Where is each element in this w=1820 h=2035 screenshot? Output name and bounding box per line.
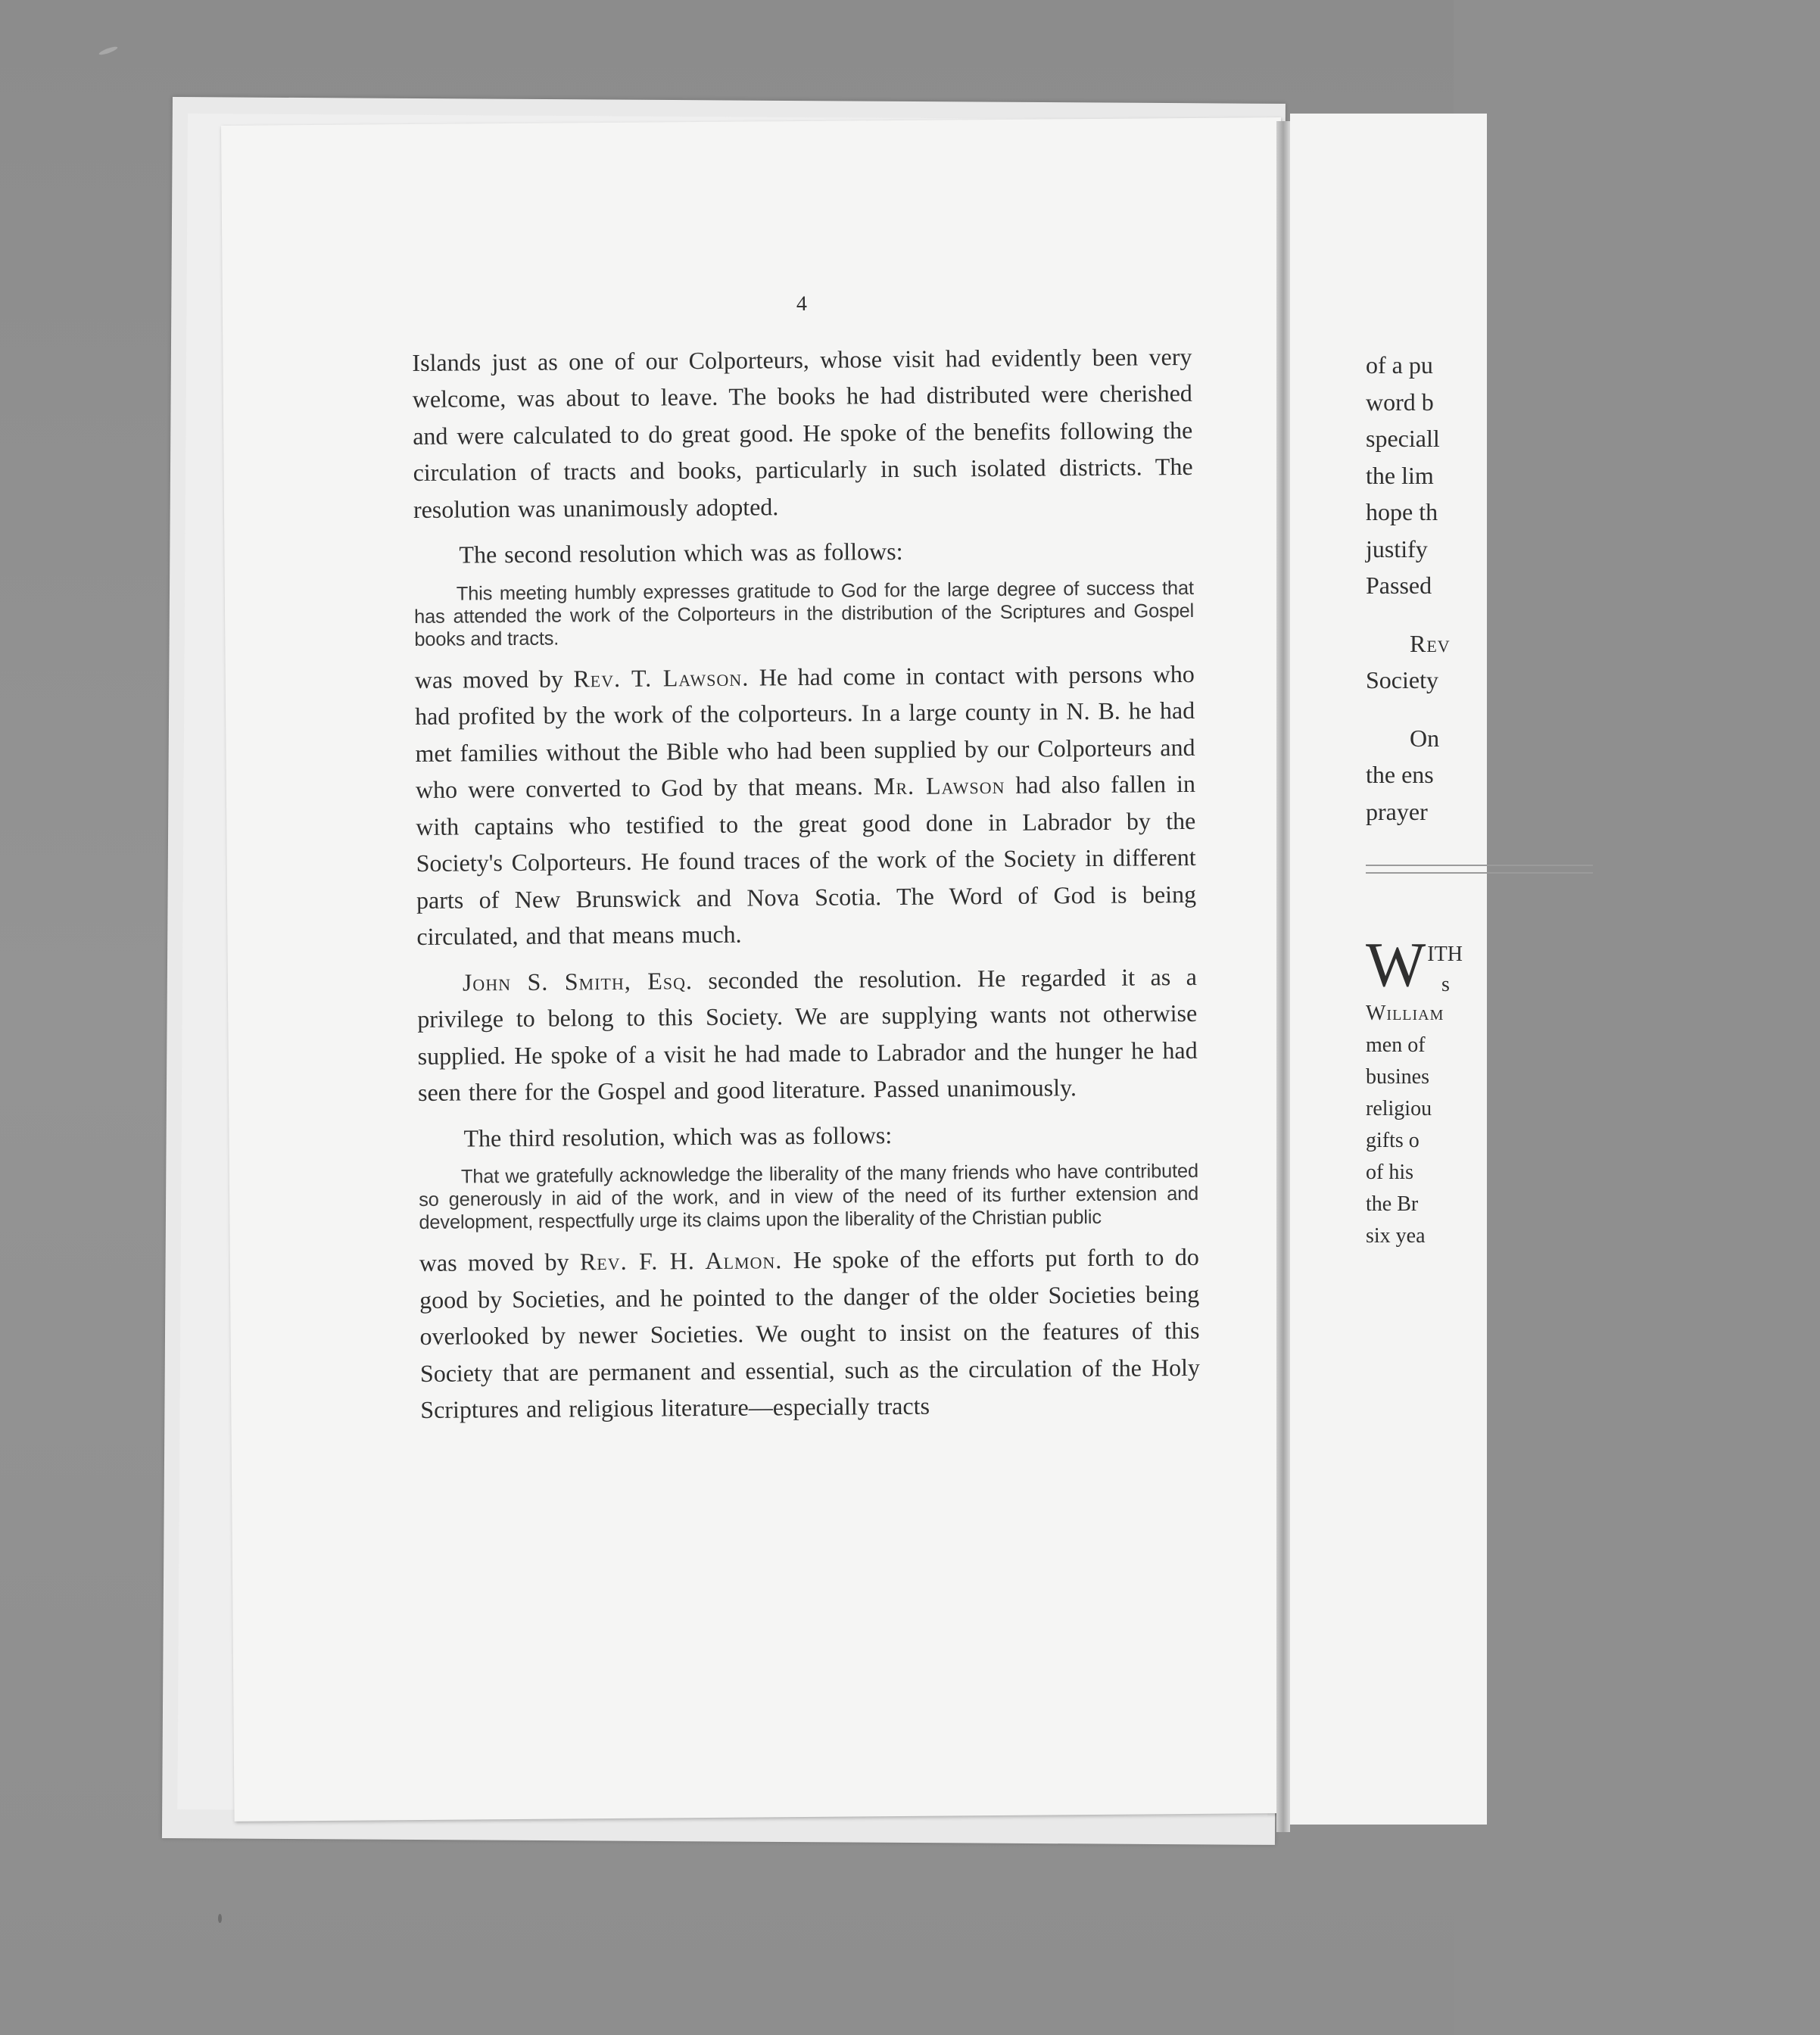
drop-cap: W [1366,930,1426,1000]
text-line: s [1441,973,1450,996]
text-line: hope th [1366,498,1438,525]
text-run: He spoke of the efforts put forth to do good by Societies, and he pointed to the danger of the older Societies being overlooked by newer Societies. We ought to insist on the features of this Society that are permanent and essential, such as the circulation of the Holy Scriptures and religious literature—especially tracts [419,1242,1201,1423]
text-run: seconded the resolution. He regarded it as a privilege to belong to this Society. We are supplying wants not otherwise supplied. He spoke of a visit he had made to Labrador and the hunger he had seen there for the Gospel and good literature. Passed unanimously. [417,962,1198,1106]
speaker-name: Mr. Lawson [873,771,1005,800]
text-line: the Br [1366,1192,1419,1216]
left-page-text [412,283,1201,1438]
section-opening [1366,930,1820,1000]
resolution-text: That we gratefully acknowledge the liberality of the many friends who have contributed so generously in aid of the work, and in view of the need of its further extension and development, respectfully urge its claims upon the liberality of the Christian public [419,1160,1199,1233]
paragraph: The third resolution, which was as follows: [463,1120,893,1152]
drop-cap-continuation: ITH [1427,943,1463,966]
page-number: 4 [796,291,807,316]
text-line: Society [1366,666,1438,693]
left-page [221,117,1295,1822]
speaker-name: Rev. T. Lawson. [573,663,750,692]
text-line: gifts o [1366,1129,1420,1152]
scan-speck [218,1914,222,1923]
paragraph [417,958,1198,1111]
text-line: word b [1366,388,1434,416]
text-line: Passed [1366,572,1432,599]
scan-speck [98,45,118,57]
speaker-name: Rev. F. H. Almon. [579,1246,783,1276]
right-page-partial [1290,114,1487,1825]
text-line: of a pu [1366,351,1433,379]
text-line: the lim [1366,461,1434,489]
text-line: men of [1366,1033,1426,1057]
text-line: prayer [1366,797,1428,825]
book-gutter [1276,121,1290,1832]
right-page-text [1366,347,1820,1252]
paragraph-gap [1366,604,1820,625]
resolution-text: This meeting humbly expresses gratitude to God for the large degree of success that has attended the work of the Colporteurs in the distribution of the Scriptures and Gospel books and tracts. [413,577,1195,650]
paragraph [419,1239,1201,1429]
paragraph [415,655,1197,955]
speaker-name: John S. Smith, Esq. [462,966,693,996]
text-line: the ens [1366,761,1434,788]
text-run: He had come in contact with persons who had profited by the work of the colporteurs. In a large county in N. B. he had met families without the Bible who had been supplied by our Colporteurs and who were converted to God by that means. [414,659,1195,804]
text-run: was moved by [419,1248,581,1276]
double-rule-divider [1366,865,1593,874]
text-run: had also fallen in with captains who testified to the great good done in Labrador by the Society's Colporteurs. He found traces of the work of the Society in different parts of New Brunswick and Nova Scotia. The Word of God is being circulated, and that means much. [416,769,1197,951]
text-line: of his [1366,1161,1413,1184]
text-line: speciall [1366,425,1440,452]
text-run: was moved by [414,664,574,693]
text-line: six yea [1366,1224,1426,1248]
text-line: Rev [1410,629,1451,657]
paragraph: Islands just as one of our Colporteurs, whose visit had evidently been very welcome, was about to leave. The books he had distributed were cherished and were calculated to do great good. He spoke of the benefits following the circulation of tracts and books, particularly in such isolated districts. The resolution was unanimously adopted. [412,342,1193,523]
text-line: justify [1366,534,1428,563]
text-line: William [1366,1002,1444,1025]
paragraph-gap [1366,699,1820,720]
text-line: On [1410,724,1440,752]
text-line: religiou [1366,1097,1432,1120]
text-line: busines [1366,1065,1429,1089]
paragraph: The second resolution which was as follows: [459,537,903,569]
